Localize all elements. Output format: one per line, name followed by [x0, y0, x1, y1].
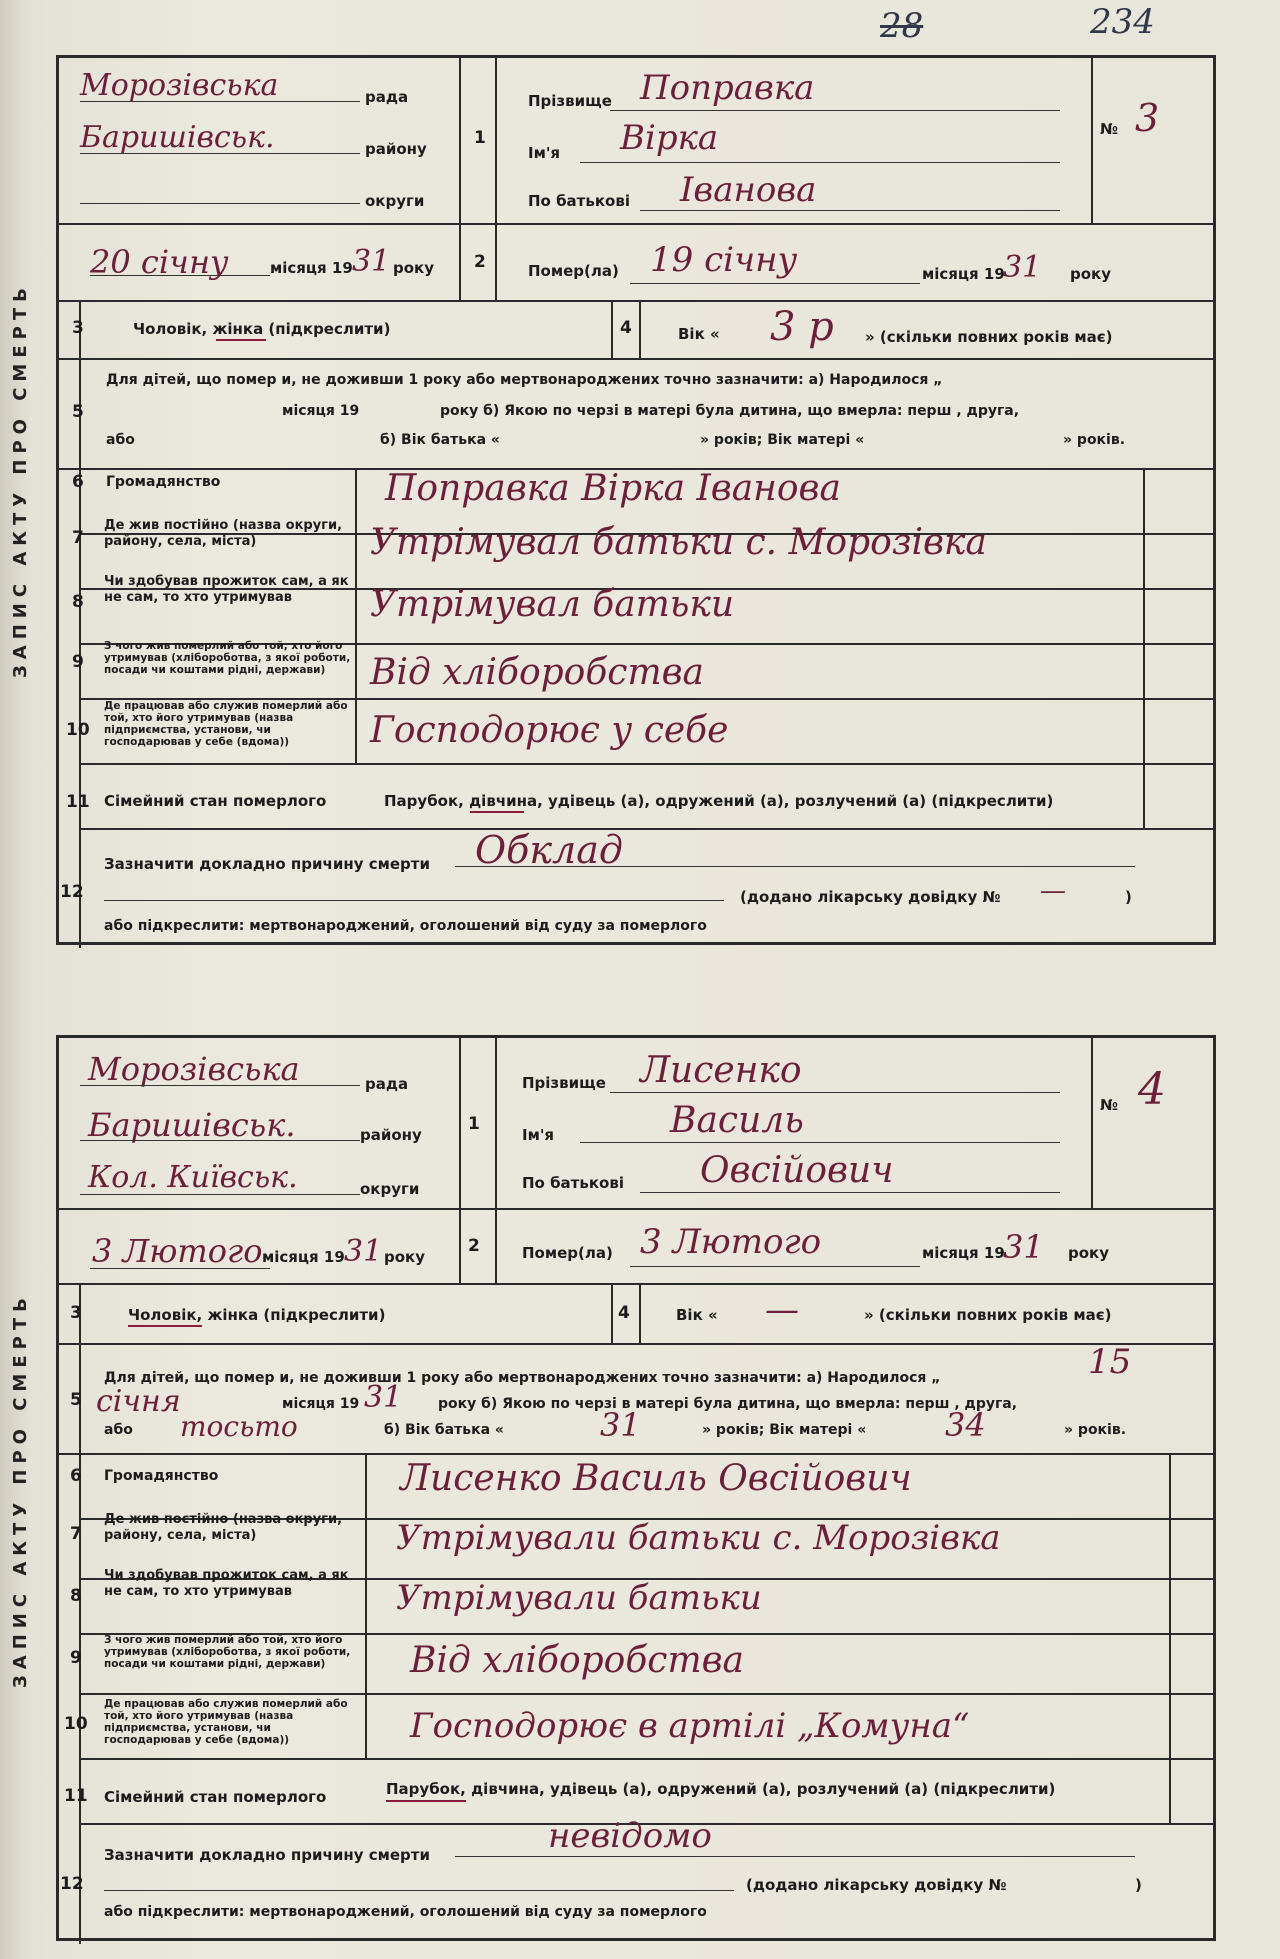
surname-label: Прізвище	[522, 1074, 606, 1092]
row-number: 4	[618, 1303, 630, 1323]
died-year-label: року	[1068, 1244, 1110, 1262]
family-options: Парубок, дівчина, удівець (а), одружений (а), розлучений (а) (підкреслити)	[384, 792, 1054, 810]
livelihood-value: Утрімували батьки	[396, 1578, 762, 1618]
doctor-close: )	[1135, 1876, 1142, 1894]
row-number: 5	[72, 402, 84, 422]
row-number: 12	[60, 882, 84, 902]
row-number: 11	[64, 1786, 88, 1806]
row-number: 5	[70, 1390, 82, 1410]
okrug-label: округи	[365, 192, 425, 210]
residence-value: Утрімували батьки с. Морозівка	[396, 1518, 1001, 1558]
reg-month-label: місяця 19	[270, 259, 353, 277]
died-label: Помер(ла)	[522, 1244, 613, 1262]
children-line-2a: місяця 19	[282, 403, 360, 419]
born-month-value: січня	[96, 1384, 181, 1419]
age-value: 3 р	[770, 304, 834, 350]
row-number: 6	[70, 1466, 82, 1486]
rada-label: рада	[365, 1075, 409, 1093]
source-label: З чого жив померлий або той, хто його утримував (хлібороботва, з якої роботи, посади чи коштами рідні, держави)	[104, 640, 351, 676]
livelihood-value: Утрімувал батьки	[370, 584, 735, 625]
cause-label: Зазначити докладно причину смерти	[104, 855, 430, 873]
reg-year-value: 31	[352, 244, 391, 279]
doctor-label: (додано лікарську довідку №	[740, 888, 1001, 906]
family-underline	[386, 1800, 466, 1802]
children-line-2b: року б) Якою по черзі в матері була дитина, що вмерла: перш , друга,	[440, 403, 1020, 419]
number-label: №	[1100, 1096, 1119, 1114]
row-number: 9	[72, 652, 84, 672]
stillborn-label: або підкреслити: мертвонароджений, оголошений від суду за померлого	[104, 1904, 707, 1920]
residence-value: Утрімувал батьки с. Морозівка	[370, 522, 987, 563]
mother-age-value: 34	[945, 1406, 986, 1444]
cause-value: Обклад	[475, 828, 623, 872]
source-label: З чого жив померлий або той, хто його утримував (хлібороботва, з якої роботи, посади чи коштами рідні, держави)	[104, 1634, 351, 1670]
died-day-value: 3 Лютого	[640, 1222, 822, 1262]
livelihood-label: Чи здобував прожиток сам, а як не сам, то хто утримував	[104, 1568, 349, 1599]
died-year-value: 31	[1003, 1228, 1044, 1266]
rayon-label: району	[360, 1126, 422, 1144]
row-number: 4	[620, 318, 632, 338]
children-line-3b: б) Вік батька «	[380, 432, 500, 448]
died-month-label: місяця 19	[922, 1244, 1005, 1262]
family-underline	[470, 811, 524, 813]
name-value: Вірка	[620, 118, 719, 158]
sex-underline	[216, 339, 266, 341]
family-label: Сімейний стан померлого	[104, 792, 327, 810]
family-options: Парубок, дівчина, удівець (а), одружений (а), розлучений (а) (підкреслити)	[386, 1780, 1056, 1798]
reg-day-value: 20 січну	[90, 243, 229, 281]
surname-label: Прізвище	[528, 92, 612, 110]
work-value: Господорює в артілі „Комуна“	[410, 1706, 970, 1746]
livelihood-label: Чи здобував прожиток сам, а як не сам, то хто утримував	[104, 574, 349, 605]
doctor-label: (додано лікарську довідку №	[746, 1876, 1007, 1894]
row-number: 6	[72, 472, 84, 492]
age-value: —	[765, 1290, 799, 1330]
side-title-2: ЗАПИС АКТУ ПРО СМЕРТЬ	[10, 1292, 31, 1688]
doctor-number: —	[1040, 876, 1066, 906]
work-label: Де працював або служив померлий або той, хто його утримував (назва підприємства, установи, чи господарював у себе (вдома))	[104, 1698, 348, 1746]
patronymic-label: По батькові	[528, 192, 630, 210]
residence-label: Де жив постійно (назва округи, району, села, міста)	[104, 1512, 343, 1543]
reg-day-value: 3 Лютого	[92, 1232, 263, 1270]
record-number: 3	[1135, 96, 1160, 140]
record-number: 4	[1138, 1064, 1166, 1115]
row-number: 1	[468, 1114, 480, 1134]
age-label: Вік «	[676, 1306, 718, 1324]
rayon-label: району	[365, 140, 427, 158]
patronymic-value: Іванова	[680, 170, 817, 210]
citizenship-value: Поправка Вірка Іванова	[385, 468, 841, 509]
children-line-3b: б) Вік батька «	[384, 1422, 504, 1438]
rayon-value: Баришівськ.	[88, 1106, 296, 1144]
row-number: 10	[64, 1714, 88, 1734]
row-number: 2	[474, 252, 486, 272]
children-line-2b: року б) Якою по черзі в матері була дитина, що вмерла: перш , друга,	[438, 1396, 1018, 1412]
surname-value: Лисенко	[640, 1050, 802, 1091]
patronymic-value: Овсійович	[700, 1150, 894, 1191]
rayon-value: Баришівськ.	[80, 120, 275, 155]
row-number: 7	[72, 528, 84, 548]
reg-year-label: року	[384, 1248, 426, 1266]
children-line-3d: » років.	[1063, 432, 1126, 448]
died-day-value: 19 січну	[650, 240, 798, 280]
row-number: 2	[468, 1236, 480, 1256]
row-number: 8	[72, 592, 84, 612]
row-number: 3	[70, 1303, 82, 1323]
residence-label: Де жив постійно (назва округи, району, села, міста)	[104, 518, 343, 549]
name-value: Василь	[670, 1100, 804, 1141]
row-number: 8	[70, 1586, 82, 1606]
row-number: 7	[70, 1524, 82, 1544]
cause-value: невідомо	[548, 1816, 712, 1856]
rada-label: рада	[365, 88, 409, 106]
work-label: Де працював або служив померлий або той, хто його утримував (назва підприємства, установи, чи господарював у себе (вдома))	[104, 700, 348, 748]
born-year-value: 31	[364, 1380, 403, 1415]
rada-value: Морозівська	[88, 1050, 300, 1088]
citizenship-label: Громадянство	[106, 474, 221, 490]
source-value: Від хліборобства	[370, 652, 705, 693]
patronymic-label: По батькові	[522, 1174, 624, 1192]
children-line-1: Для дітей, що помер и, не доживши 1 року або мертвонароджених точно зазначити: а) Народилося „	[104, 1370, 941, 1386]
reg-year-value: 31	[344, 1234, 383, 1269]
row-number: 11	[66, 792, 90, 812]
okrug-label: округи	[360, 1180, 420, 1198]
children-line-1: Для дітей, що помер и, не доживши 1 року або мертвонароджених точно зазначити: а) Народилося „	[106, 372, 943, 388]
father-age-value: 31	[600, 1406, 641, 1444]
died-year-label: року	[1070, 265, 1112, 283]
name-label: Ім'я	[522, 1126, 555, 1144]
page-number: 234	[1090, 2, 1155, 42]
died-year-value: 31	[1003, 250, 1042, 285]
stillborn-label: або підкреслити: мертвонароджений, оголошений від суду за померлого	[104, 918, 707, 934]
citizenship-label: Громадянство	[104, 1468, 219, 1484]
children-line-3a: або	[106, 432, 135, 448]
age-label: Вік «	[678, 325, 720, 343]
born-day-value: 15	[1088, 1342, 1132, 1382]
doctor-close: )	[1125, 888, 1132, 906]
surname-value: Поправка	[640, 68, 815, 108]
row-number: 1	[474, 128, 486, 148]
sex-label: Чоловік, жінка (підкреслити)	[128, 1306, 386, 1324]
citizenship-value: Лисенко Василь Овсійович	[400, 1458, 912, 1499]
row-number: 9	[70, 1648, 82, 1668]
cause-label: Зазначити докладно причину смерти	[104, 1846, 430, 1864]
died-month-label: місяця 19	[922, 265, 1005, 283]
row-number: 12	[60, 1874, 84, 1894]
row-number: 10	[66, 720, 90, 740]
rada-value: Морозівська	[80, 68, 279, 103]
reg-month-label: місяця 19	[262, 1248, 345, 1266]
children-line-3c: » років; Вік матері «	[700, 432, 865, 448]
age-suffix: » (скільки повних років має)	[865, 328, 1113, 346]
source-value: Від хліборобства	[410, 1640, 745, 1681]
children-line-3a: або	[104, 1422, 133, 1438]
row-number: 3	[72, 318, 84, 338]
children-line-3c: » років; Вік матері «	[702, 1422, 867, 1438]
crossed-page-number: 28	[880, 6, 924, 46]
side-title-1: ЗАПИС АКТУ ПРО СМЕРТЬ	[10, 282, 31, 678]
name-label: Ім'я	[528, 144, 561, 162]
work-value: Господорює у себе	[370, 710, 729, 751]
died-label: Помер(ла)	[528, 262, 619, 280]
age-suffix: » (скільки повних років має)	[864, 1306, 1112, 1324]
sex-underline	[128, 1325, 202, 1327]
number-label: №	[1100, 120, 1119, 138]
order-value: тосьто	[180, 1410, 298, 1443]
family-label: Сімейний стан померлого	[104, 1788, 327, 1806]
sex-label: Чоловік, жінка (підкреслити)	[133, 320, 391, 338]
children-line-3d: » років.	[1064, 1422, 1127, 1438]
reg-year-label: року	[393, 259, 435, 277]
children-line-2a: місяця 19	[282, 1396, 360, 1412]
okrug-value: Кол. Київськ.	[88, 1160, 298, 1195]
